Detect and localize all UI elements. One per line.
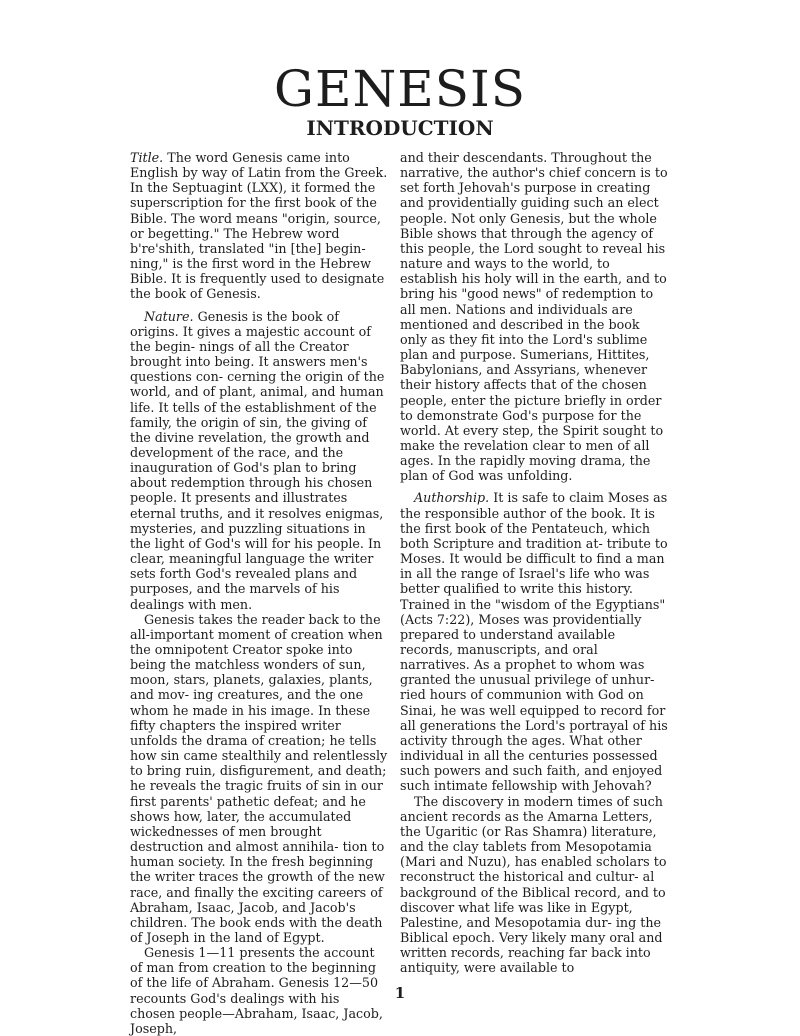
- text-line: and their descendants. Throughout the: [400, 150, 652, 165]
- paragraph-authorship: [400, 490, 670, 793]
- text-line: all-important moment of creation when: [130, 626, 383, 642]
- text-line: English by way of Latin from the Greek.: [130, 165, 388, 181]
- page-number: 1: [394, 984, 406, 1002]
- text-line: Sinai, he was well equipped to record: [400, 702, 643, 718]
- text-line: ning," is the first word in the Hebrew: [130, 256, 371, 272]
- text-line: world. At every step, the Spirit sought: [400, 422, 647, 438]
- text-line: of his activity through the ages. What: [400, 717, 668, 748]
- text-line: only as they fit into the Lord's sublime: [400, 331, 648, 347]
- text-line: stars, planets, galaxies, plants, and mov-: [130, 672, 373, 703]
- text-line: mentioned and described in the book: [400, 316, 640, 332]
- text-line: the accumulated wickednesses of men: [130, 808, 352, 839]
- text-line: resolves enigmas, mysteries, and puzzling: [130, 505, 384, 536]
- text-line: and enjoyed such intimate fellowship: [400, 763, 663, 794]
- paragraph-nature: [130, 309, 388, 612]
- text-line: to make the revelation clear to men of: [400, 422, 664, 453]
- text-line: and the clay tablets from Mesopotamia: [400, 839, 652, 855]
- text-line: all ages. In the rapidly moving drama,: [400, 437, 650, 469]
- run-in-heading: Nature.: [144, 308, 194, 324]
- text-line: made in his image. In these fifty chapters: [130, 702, 371, 733]
- text-line: and illustrates eternal truths, and it: [130, 490, 348, 521]
- text-line: to reconstruct the historical and cultur-: [400, 854, 667, 885]
- page-title: GENESIS: [274, 60, 526, 118]
- text-line: It is safe to claim Moses: [493, 490, 650, 506]
- text-line: Babylonians, and Assyrians, whenever: [400, 362, 648, 378]
- text-line: ried hours of communion with God on: [400, 687, 644, 703]
- text-line: to all men. Nations and individuals are: [400, 286, 654, 317]
- run-in-heading: Authorship.: [414, 490, 490, 506]
- text-line: the omnipotent Creator spoke into being: [130, 642, 353, 673]
- text-line: ing creatures, and the one whom he: [130, 687, 364, 718]
- text-line: providentially prepared to understand: [400, 611, 642, 642]
- text-line: his people. In clear, meaningful language: [130, 535, 382, 567]
- text-line: people—Abraham, Isaac, Jacob, Joseph,: [130, 1005, 383, 1036]
- text-line: ing the Biblical epoch. Very likely many: [400, 914, 662, 945]
- text-line: the writer sets forth God's revealed plans: [130, 551, 374, 582]
- text-line: Bible shows that through the agency: [400, 225, 637, 241]
- text-line: narratives. As a prophet to whom was: [400, 657, 645, 673]
- text-line: the life of Abraham. Genesis 12—50: [146, 975, 379, 991]
- text-line: the Ugaritic (or Ras Shamra) literature,: [400, 823, 657, 839]
- text-line: (Mari and Nuzu), has enabled scholars: [400, 854, 650, 870]
- text-line: his nature and ways to the world, to: [400, 240, 666, 272]
- text-line: the superscription for the first book of: [130, 180, 376, 211]
- text-line: nings of all the Creator brought into: [130, 338, 349, 370]
- paragraph-continuation: [400, 150, 670, 483]
- text-line: In the Septuagint (LXX), it formed: [130, 180, 351, 196]
- paragraph-discoveries: [400, 794, 670, 976]
- text-line: b're'shith, translated "in [the] begin-: [130, 240, 366, 256]
- text-line: through his chosen people. It presents: [130, 475, 373, 506]
- text-line: oral and written records, reaching far: [400, 929, 663, 961]
- text-line: as the responsible author of the book.: [400, 490, 668, 521]
- text-line: which both Scripture and tradition at-: [400, 520, 651, 551]
- text-line: plant, animal, and human life. It tells: [130, 384, 384, 415]
- text-line: brought destruction and almost annihila-: [130, 823, 339, 855]
- text-line: the inspired writer unfolds the drama: [130, 717, 341, 748]
- text-line: tragic fruits of sin in our first parents': [130, 778, 383, 809]
- text-line: people, enter the picture briefly in order: [400, 392, 662, 408]
- text-line: tribute to Moses. It would be difficult: [400, 535, 668, 567]
- text-line: source, or begetting." The Hebrew word: [130, 210, 381, 241]
- text-line: Genesis 1—11 presents the account of: [130, 945, 375, 976]
- text-line: the Bible. The word means "origin,: [130, 195, 377, 226]
- text-line: disfigurement, and death; he reveals the: [130, 763, 387, 794]
- text-line: al background of the Biblical record,: [400, 869, 655, 900]
- text-line: the death of Joseph in the land of Egypt.: [130, 914, 383, 945]
- text-line: and to discover what life was like in: [400, 884, 666, 915]
- text-line: recounts God's dealings with his chosen: [130, 990, 340, 1021]
- text-line: of this people, the Lord sought to reveal: [400, 225, 654, 256]
- text-line: The discovery in modern times of such: [414, 793, 663, 809]
- text-line: dealings with men.: [130, 596, 253, 612]
- text-line: for all generations the Lord's portrayal: [400, 702, 666, 733]
- text-line: situations in the light of God's will for: [130, 520, 366, 551]
- text-line: the plan of God was unfolding.: [400, 453, 651, 484]
- text-line: establish his holy will in the earth, and: [400, 271, 650, 287]
- right-column: [400, 150, 670, 976]
- text-line: back into antiquity, were available to: [400, 945, 651, 976]
- text-line: available records, manuscripts, and oral: [400, 626, 616, 657]
- text-line: of the establishment of the family, the: [130, 399, 377, 430]
- text-line: cerning the origin of the world, and of: [130, 369, 385, 400]
- text-line: people. Not only Genesis, but the whole: [400, 210, 657, 226]
- text-line: the matchless wonders of sun, moon,: [130, 657, 366, 688]
- text-line: Egypt, Palestine, and Mesopotamia dur-: [400, 899, 633, 930]
- text-line: It gives a majestic account of the begin-: [130, 323, 371, 354]
- left-column: [130, 150, 388, 1036]
- text-line: other individual in all the centuries: [400, 732, 642, 764]
- text-line: pathetic defeat; and he shows how, later,: [130, 793, 366, 824]
- text-line: granted the unusual privilege of unhur-: [400, 672, 655, 688]
- text-line: ancient records as the Amarna Letters,: [400, 808, 653, 824]
- text-line: revelation, the growth and development: [130, 429, 370, 460]
- text-line: plan and purpose. Sumerians, Hittites,: [400, 347, 650, 363]
- text-line: It is the first book of the Pentateuch,: [400, 505, 655, 536]
- text-line: history. Trained in the "wisdom of the: [400, 581, 633, 612]
- text-line: to bring his "good news" of redemption: [400, 271, 667, 302]
- text-line: life who was better qualified to write this: [400, 566, 650, 597]
- text-line: possessed such powers and such faith,: [400, 748, 658, 779]
- text-line: being. It answers men's questions con-: [130, 354, 368, 385]
- text-line: of creation; he tells how sin came: [130, 732, 377, 764]
- text-line: to find a man in all the range of Israel's: [400, 551, 665, 582]
- paragraph-title: [130, 150, 388, 302]
- text-line: beginning the writer traces the growth: [130, 854, 374, 885]
- text-line: Genesis takes the reader back to the: [144, 611, 381, 627]
- text-line: The word Genesis came into: [167, 150, 350, 165]
- text-line: Genesis is the book of origins.: [130, 308, 339, 339]
- text-line: man from creation to the beginning of: [130, 960, 376, 991]
- text-line: to set forth Jehovah's purpose in creating: [400, 165, 668, 196]
- text-line: and providentially guiding such an elect: [400, 195, 659, 211]
- text-line: God's plan to bring about redemption: [130, 460, 357, 491]
- text-line: and purposes, and the marvels of his: [130, 566, 358, 597]
- text-line: the book of Genesis.: [130, 286, 261, 302]
- text-line: origin of sin, the giving of the divine: [130, 414, 367, 445]
- text-line: Bible. It is frequently used to designate: [130, 271, 385, 287]
- text-line: with Jehovah?: [561, 778, 652, 794]
- text-line: narrative, the author's chief concern is: [400, 165, 651, 181]
- text-line: their history affects that of the chosen: [400, 377, 647, 393]
- text-line: Jacob's children. The book ends with: [130, 899, 356, 930]
- section-heading: INTRODUCTION: [306, 116, 494, 140]
- text-line: Egyptians" (Acts 7:22), Moses was: [400, 596, 666, 627]
- text-line: careers of Abraham, Isaac, Jacob, and: [130, 884, 383, 915]
- run-in-heading: Title.: [130, 150, 164, 165]
- paragraph-creation: [130, 612, 388, 945]
- text-line: of the new race, and finally the exciting: [130, 869, 385, 900]
- text-line: stealthily and relentlessly to bring ruin,: [130, 748, 388, 779]
- text-line: to demonstrate God's purpose for the: [400, 407, 642, 423]
- text-line: tion to human society. In the fresh: [130, 839, 385, 870]
- text-line: of the race, and the inauguration of: [130, 444, 344, 476]
